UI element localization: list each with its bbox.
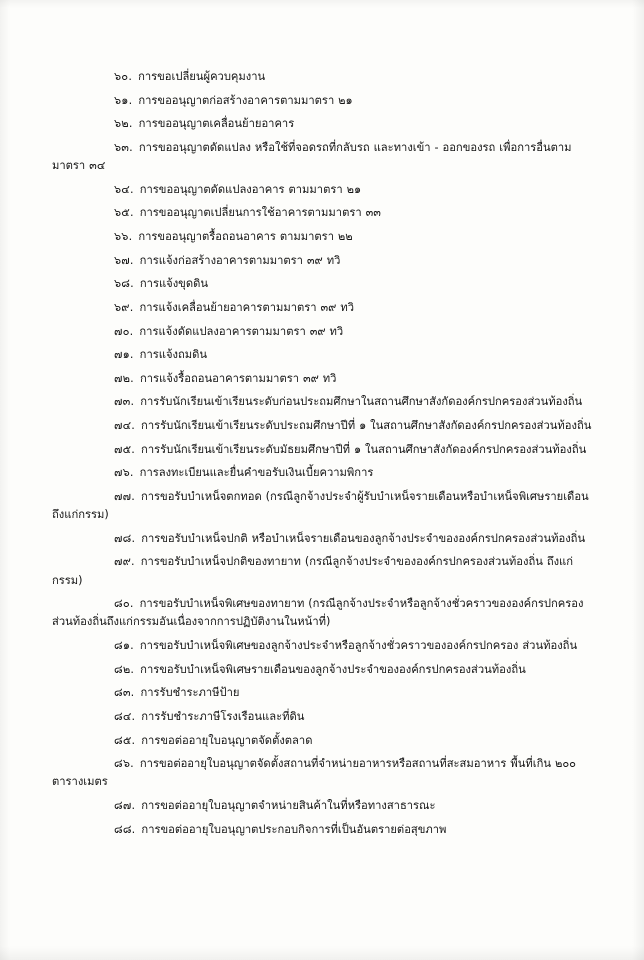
list-item [52,92,592,110]
list-item-text: การขอรับบำเหน็จปกติของทายาท (กรณีลูกจ้างประจำขององค์กรปกครองส่วนท้องถิ่น ถึงแก่กรรม) [52,555,574,587]
list-item [52,441,592,459]
list-item-text: การขอรับบำเหน็จพิเศษของทายาท (กรณีลูกจ้างประจำหรือลูกจ้างชั่วคราวขององค์กรปกครองส่วนท้องถิ่นถึงแก่กรรมอันเนื่องจากการปฏิบัติงานในหน้าที่) [52,597,584,629]
list-item-number: ๖๓. [114,140,133,154]
list-item-text: การแจ้งถมดิน [139,348,208,362]
list-item-text: การขอรับบำเหน็จพิเศษของลูกจ้างประจำหรือลูกจ้างชั่วคราวขององค์กรปกครอง ส่วนท้องถิ่น [139,639,578,653]
list-item-number: ๗๙. [114,555,135,569]
scan-edge-left [0,0,10,960]
list-item-number: ๘๘. [114,822,136,836]
list-item-number: ๗๖. [114,466,134,480]
list-item [52,708,592,726]
list-item-text: การรับชำระภาษีป้าย [140,686,240,700]
list-item-number: ๖๒. [114,117,133,131]
list-item-text: การขอต่ออายุใบอนุญาตจัดตั้งสถานที่จำหน่ายอาหารหรือสถานที่สะสมอาหาร พื้นที่เกิน ๒๐๐ ตารางเมตร [52,757,576,789]
list-item-number: ๗๗. [114,490,135,504]
list-item [52,417,592,435]
list-item [52,346,592,364]
list-item [52,755,592,791]
list-item-text: การลงทะเบียนและยื่นคำขอรับเงินเบี้ยความพิการ [139,466,374,480]
list-item [52,139,592,175]
list-item-number: ๗๔. [114,419,136,433]
list-item-number: ๗๒. [114,371,134,385]
list-item-text: การขอรับบำเหน็จปกติ หรือบำเหน็จรายเดือนของลูกจ้างประจำขององค์กรปกครองส่วนท้องถิ่น [141,531,586,545]
list-item-text: การรับนักเรียนเข้าเรียนระดับมัธยมศึกษาปีที่ ๑ ในสถานศึกษาสังกัดองค์กรปกครองส่วนท้องถิ่น [141,442,587,456]
list-item [52,228,592,246]
list-item [52,595,592,631]
scan-edge-top [0,0,644,8]
procedure-list [52,68,592,839]
list-item [52,464,592,482]
list-item-number: ๖๘. [114,277,134,291]
list-item-number: ๖๙. [114,300,134,314]
list-item [52,275,592,293]
list-item-number: ๘๑. [114,639,134,653]
list-item-text: การรับนักเรียนเข้าเรียนระดับก่อนประถมศึกษาในสถานศึกษาสังกัดองค์กรปกครองส่วนท้องถิ่น [140,395,583,409]
list-item-number: ๘๗. [114,799,136,812]
list-item-text: การแจ้งเคลื่อนย้ายอาคารตามมาตรา ๓๙ ทวิ [139,300,354,314]
list-item-text: การขอต่ออายุใบอนุญาตจำหน่ายสินค้าในที่หรือทางสาธารณะ [141,799,436,812]
list-item [52,393,592,411]
list-item-text: การรับชำระภาษีโรงเรือนและที่ดิน [141,709,305,723]
list-item-text: การขอเปลี่ยนผู้ควบคุมงาน [138,70,266,83]
list-item-text: การขออนุญาตดัดแปลง หรือใช้ที่จอดรถที่กลับรถ และทางเข้า - ออกของรถ เพื่อการอื่นตามมาตรา ๓๔ [52,140,572,173]
list-item-text: การขออนุญาตดัดแปลงอาคาร ตามมาตรา ๒๑ [139,182,362,196]
list-item-number: ๘๔. [114,709,136,723]
list-item-number: ๖๗. [114,253,134,267]
list-item-number: ๘๐. [114,597,134,611]
list-item-number: ๗๐. [114,324,134,338]
list-item-text: การรับนักเรียนเข้าเรียนระดับประถมศึกษาปีที่ ๑ ในสถานศึกษาสังกัดองค์กรปกครองส่วนท้องถิ่น [141,419,592,433]
list-item-number: ๗๘. [114,531,136,545]
list-item [52,637,592,655]
list-item [52,732,592,750]
list-item [52,821,592,839]
list-item-number: ๗๑. [114,348,134,362]
list-item [52,488,592,524]
list-item-text: การขอต่ออายุใบอนุญาตประกอบกิจการที่เป็นอันตรายต่อสุขภาพ [141,822,447,836]
list-item-text: การขออนุญาตเปลี่ยนการใช้อาคารตามมาตรา ๓๓ [139,206,381,220]
scan-edge-bottom [0,946,644,960]
list-item-text: การขออนุญาตรื้อถอนอาคาร ตามมาตรา ๒๒ [138,229,353,243]
list-item-number: ๘๓. [114,686,135,700]
list-item-text: การแจ้งขุดดิน [139,277,209,291]
list-item-text: การขอต่ออายุใบอนุญาตจัดตั้งตลาด [141,733,313,747]
list-item-number: ๖๑. [114,93,133,107]
list-item [52,684,592,702]
list-item [52,661,592,679]
list-item-number: ๖๔. [114,182,134,196]
list-item [52,252,592,270]
list-item [52,530,592,548]
list-item [52,204,592,222]
list-item-text: การขอรับบำเหน็จตกทอด (กรณีลูกจ้างประจำผู้รับบำเหน็จรายเดือนหรือบำเหน็จพิเศษรายเดือนถึงแก่กรรม) [52,490,589,522]
list-item [52,797,592,815]
list-item-text: การแจ้งก่อสร้างอาคารตามมาตรา ๓๙ ทวิ [139,253,341,267]
list-item [52,115,592,133]
list-item-number: ๖๖. [114,229,133,243]
list-item [52,299,592,317]
list-item-number: ๘๒. [114,662,135,676]
list-item [52,553,592,589]
list-item [52,323,592,341]
list-item-number: ๘๕. [114,733,136,747]
list-item [52,370,592,388]
list-item-text: การแจ้งดัดแปลงอาคารตามมาตรา ๓๙ ทวิ [139,324,344,338]
list-item [52,181,592,199]
list-item [52,68,592,86]
list-item-text: การขออนุญาตก่อสร้างอาคารตามมาตรา ๒๑ [138,93,353,107]
list-item-number: ๘๖. [114,757,134,771]
list-item-text: การแจ้งรื้อถอนอาคารตามมาตรา ๓๙ ทวิ [139,371,337,385]
list-item-text: การขออนุญาตเคลื่อนย้ายอาคาร [138,117,295,131]
list-item-number: ๗๓. [114,395,135,409]
scan-edge-right [632,0,644,960]
list-item-number: ๖๕. [114,206,134,220]
list-item-text: การขอรับบำเหน็จพิเศษรายเดือนของลูกจ้างประจำขององค์กรปกครองส่วนท้องถิ่น [140,662,526,676]
list-item-number: ๗๕. [114,442,136,456]
list-item-number: ๖๐. [114,70,133,83]
